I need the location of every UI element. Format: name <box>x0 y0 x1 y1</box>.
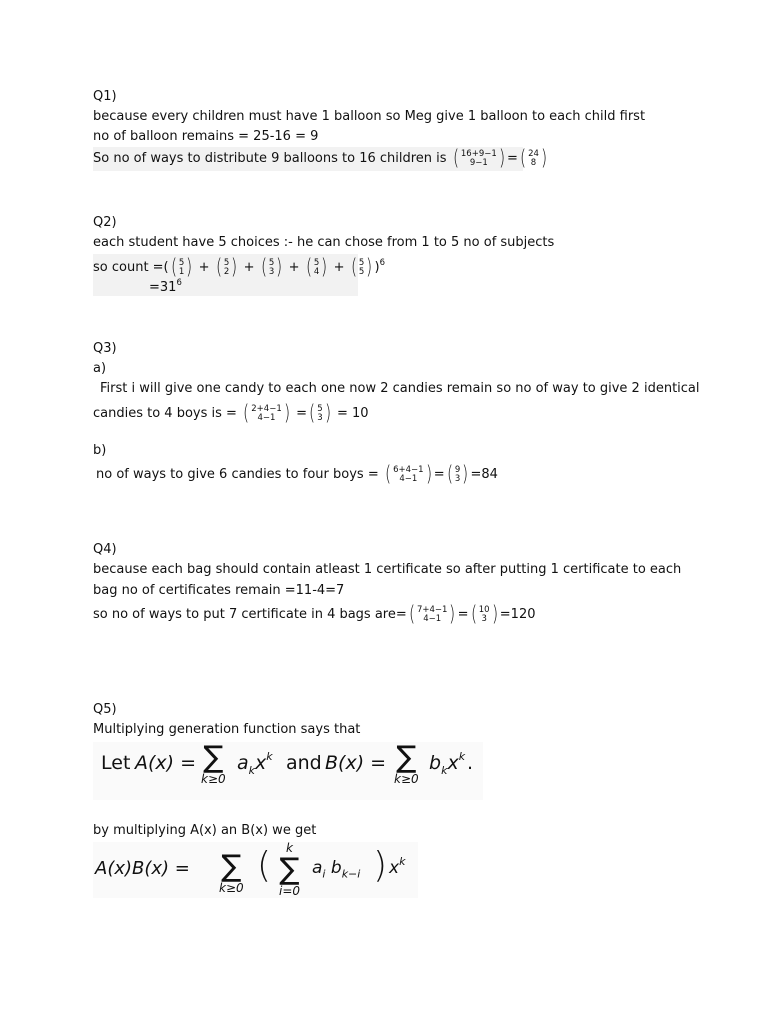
q3-part-a-label: a) <box>93 361 107 376</box>
q1-label: Q1) <box>93 89 117 104</box>
q2-binomial-2: ( 5 2 ) <box>215 255 238 279</box>
q1-binomial-1: ( 16+9−1 9−1 ) <box>452 146 505 170</box>
q3-b-line: no of ways to give 6 candies to four boys = ( 6+4−1 4−1 ) = ( 9 3 ) =84 <box>96 462 498 486</box>
q3-label: Q3) <box>93 341 117 356</box>
q2-label: Q2) <box>93 215 117 230</box>
q5-inner-term: $a_i$ $b_{k-i}$ <box>312 858 361 881</box>
q5-sum1: ∑ k≥0 <box>201 740 226 786</box>
q2-binomial-3: ( 5 3 ) <box>260 255 283 279</box>
q4-line2: bag no of certificates remain =11-4=7 <box>93 583 345 598</box>
q4-line1: because each bag should contain atleast 1 certificate so after putting 1 certificate to each <box>93 562 682 577</box>
q4-line3: so no of ways to put 7 certificate in 4 bags are= ( 7+4−1 4−1 ) = ( 10 3 ) =120 <box>93 602 536 626</box>
q5-term2: $b_kx^k$ <box>429 750 466 777</box>
q5-left-paren: ( <box>257 845 272 886</box>
q3-part-b-label: b) <box>93 443 107 458</box>
q4-binomial-2: ( 10 3 ) <box>470 602 498 626</box>
q5-line2: by multiplying A(x) an B(x) we get <box>93 823 317 838</box>
q5-right-paren: ) <box>373 845 388 886</box>
q5-sum2: ∑ k≥0 <box>394 740 419 786</box>
q2-binomial-1: ( 5 1 ) <box>170 255 193 279</box>
q4-label: Q4) <box>93 542 117 557</box>
q1-line1: because every children must have 1 balloon so Meg give 1 balloon to each child first <box>93 109 646 124</box>
q1-binomial-2: ( 24 8 ) <box>519 146 548 170</box>
q5-term1: $a_kx^k$ <box>237 750 273 777</box>
q5-and: and <box>286 752 322 774</box>
q3-a-binomial-2: ( 5 3 ) <box>309 401 331 425</box>
q5-A-def: A(x) = <box>135 752 197 774</box>
q2-result: $=31^6$ <box>149 278 182 295</box>
q2-line1: each student have 5 choices :- he can chose from 1 to 5 no of subjects <box>93 235 555 250</box>
q5-label: Q5) <box>93 702 117 717</box>
q5-outer-sum: ∑ k≥0 <box>219 849 244 895</box>
q5-xk: $x^k$ <box>389 855 406 878</box>
q4-binomial-1: ( 7+4−1 4−1 ) <box>408 602 456 626</box>
q3-a-line2: candies to 4 boys is = ( 2+4−1 4−1 ) = ( 5 3 ) = 10 <box>93 401 369 425</box>
q3-b-binomial-2: ( 9 3 ) <box>446 462 469 486</box>
q5-formula1-image <box>93 742 483 800</box>
q5-line1: Multiplying generation function says that <box>93 722 361 737</box>
q5-period: . <box>467 752 474 774</box>
q5-formula2-image <box>93 842 418 898</box>
q2-count-line: so count =( ( 5 1 ) + ( 5 2 ) + ( 5 3 ) + ( 5 4 ) + ( 5 5 ) )$^6$ <box>93 255 386 279</box>
q3-a-line1: First i will give one candy to each one now 2 candies remain so no of way to give 2 identical <box>100 381 700 396</box>
q5-B-def: B(x) = <box>325 752 387 774</box>
q5-inner-sum: k ∑ i=0 <box>279 841 301 898</box>
q3-a-binomial-1: ( 2+4−1 4−1 ) <box>243 401 290 425</box>
q2-binomial-5: ( 5 5 ) <box>350 255 373 279</box>
q5-let: Let <box>101 752 131 774</box>
q1-line2: no of balloon remains = 25-16 = 9 <box>93 129 319 144</box>
q3-b-binomial-1: ( 6+4−1 4−1 ) <box>384 462 432 486</box>
q5-product-lhs: A(x)B(x) = <box>95 858 190 879</box>
q1-line3: So no of ways to distribute 9 balloons to 16 children is ( 16+9−1 9−1 ) = ( 24 8 ) <box>93 146 548 170</box>
q2-binomial-4: ( 5 4 ) <box>305 255 328 279</box>
